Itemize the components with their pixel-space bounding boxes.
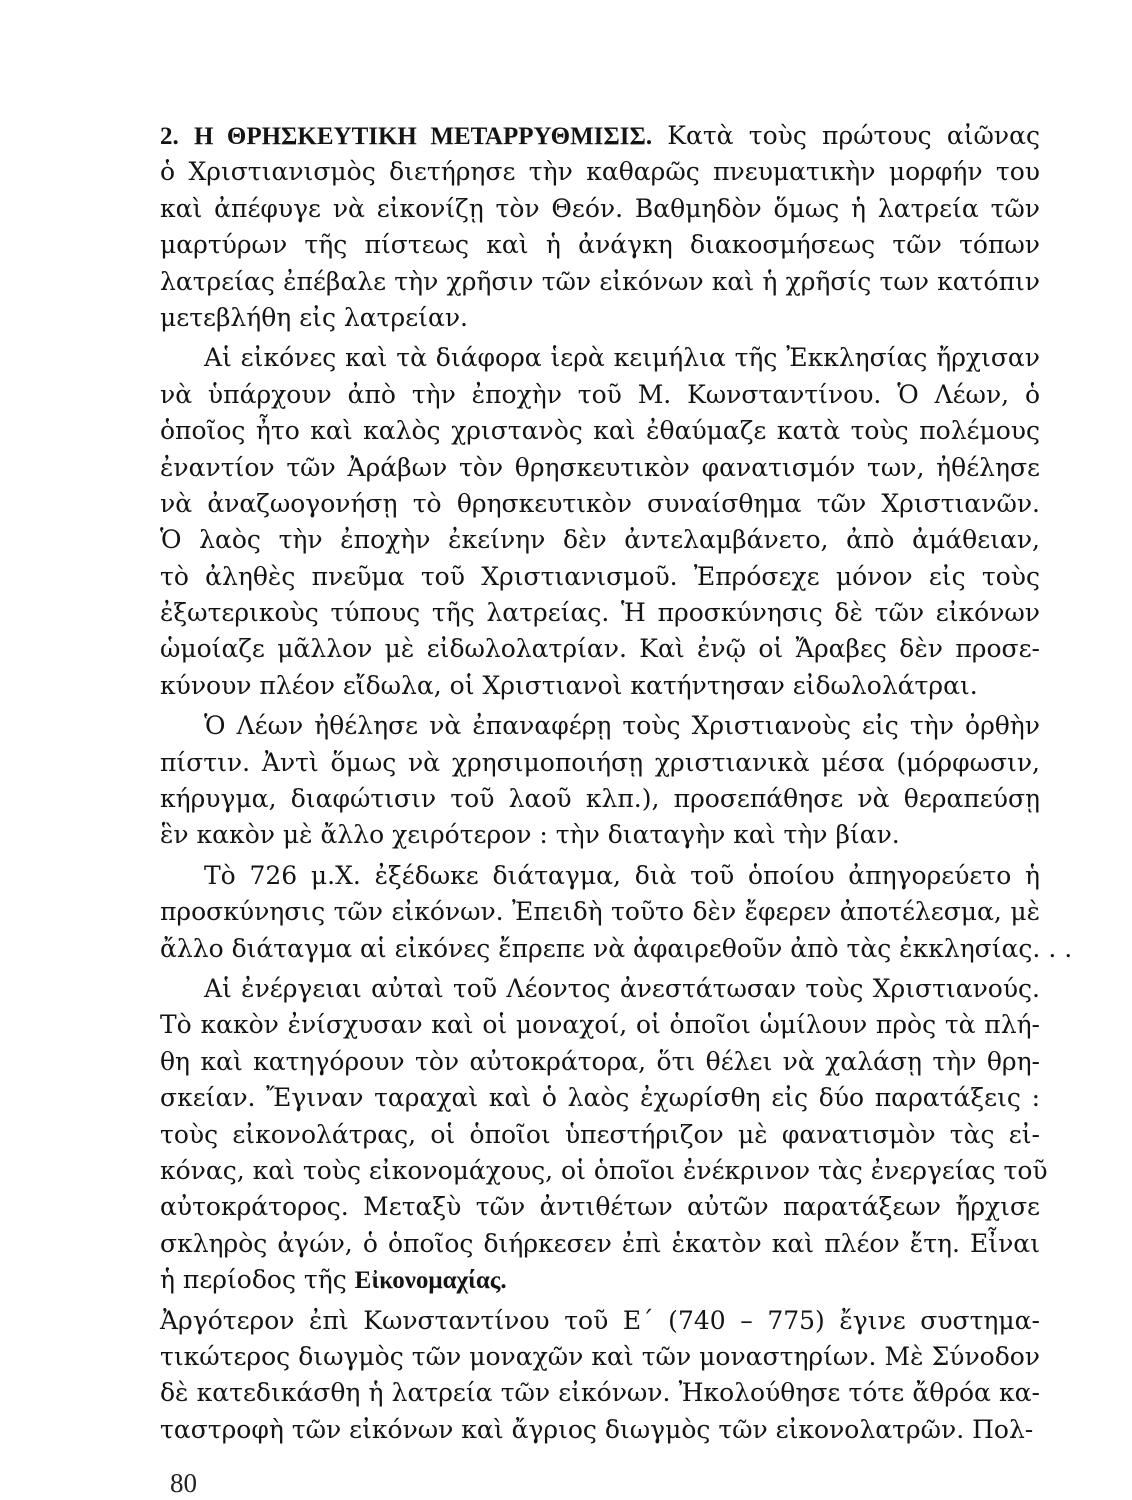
text-line: νὰ ὑπάρχουν ἀπὸ τὴν ἐποχὴν τοῦ Μ. Κωνσταντίνου. Ὁ Λέων, ὁ [160, 379, 1040, 409]
text-line: προσκύνησις τῶν εἰκόνων. Ἐπειδὴ τοῦτο δὲν ἔφερεν ἀποτέλεσμα, μὲ [160, 897, 1040, 927]
paragraph [160, 971, 1048, 1299]
bold-term-iconoclasm: Εἰκονομαχίας. [354, 1267, 507, 1295]
text-line: κύνουν πλέον εἴδωλα, οἱ Χριστιανοὶ κατήντησαν εἰδωλολάτραι. [160, 670, 978, 700]
text-line: μαρτύρων τῆς πίστεως καὶ ἡ ἀνάγκη διακοσμήσεως τῶν τόπων [160, 230, 1040, 260]
text-line: ὁ Χριστιανισμὸς διετήρησε τὴν καθαρῶς πνευματικὴν μορφήν του [160, 157, 1040, 187]
paragraph [160, 340, 1040, 704]
text-line: νὰ ἀναζωογονήσῃ τὸ θρησκευτικὸν συναίσθημα τῶν Χριστιανῶν. [160, 488, 1040, 518]
paragraph [160, 858, 1073, 967]
text-line: ἐξωτερικοὺς τύπους τῆς λατρείας. Ἡ προσκύνησις δὲ τῶν εἰκόνων [160, 598, 1040, 628]
body-text [160, 118, 1073, 1452]
text-line: Ἀργότερον ἐπὶ Κωνσταντίνου τοῦ Ε΄ (740 – 775) ἔγινε συστημα- [160, 1305, 1040, 1335]
text-line: θη καὶ κατηγόρουν τὸν αὐτοκράτορα, ὅτι θέλει νὰ χαλάσῃ τὴν θρη- [160, 1046, 1040, 1076]
text-line: ὁποῖος ἦτο καὶ καλὸς χριστανὸς καὶ ἐθαύμαζε κατὰ τοὺς πολέμους [160, 416, 1040, 446]
text-line-closing [160, 1262, 1040, 1298]
text-line: ταστροφὴ τῶν εἰκόνων καὶ ἄγριος διωγμὸς τῶν εἰκονολατρῶν. Πολ- [160, 1414, 1034, 1444]
text-line: ὡμοίαζε μᾶλλον μὲ εἰδωλολατρίαν. Καὶ ἐνῷ οἱ Ἄραβες δὲν προσε- [160, 634, 1040, 664]
text-line: λατρείας ἐπέβαλε τὴν χρῆσιν τῶν εἰκόνων καὶ ἡ χρῆσίς των κατόπιν [160, 266, 1040, 296]
text-line: ἓν κακὸν μὲ ἄλλο χειρότερον : τὴν διαταγὴν καὶ τὴν βίαν. [160, 820, 900, 850]
section-number: 2. [160, 123, 179, 150]
text-line: Τὸ κακὸν ἐνίσχυσαν καὶ οἱ μοναχοί, οἱ ὁποῖοι ὡμίλουν πρὸς τὰ πλή- [160, 1010, 1040, 1040]
text-line: καὶ ἀπέφυγε νὰ εἰκονίζῃ τὸν Θεόν. Βαθμηδὸν ὅμως ἡ λατρεία τῶν [160, 193, 1040, 223]
text-line: ἄλλο διάταγμα αἱ εἰκόνες ἔπρεπε νὰ ἀφαιρεθοῦν ἀπὸ τὰς ἐκκλησίας. . . [160, 933, 1073, 963]
text-line: κήρυγμα, διαφώτισιν τοῦ λαοῦ κλπ.), προσεπάθησε νὰ θεραπεύσῃ [160, 784, 1040, 814]
text-line: αὐτοκράτορος. Μεταξὺ τῶν ἀντιθέτων αὐτῶν παρατάξεων ἤρχισε [160, 1192, 1040, 1222]
paragraph [160, 154, 1040, 336]
text-line: δὲ κατεδικάσθη ἡ λατρεία τῶν εἰκόνων. Ἠκολούθησε τότε ἄθρόα κα- [160, 1378, 1040, 1408]
text-line: σκείαν. Ἔγιναν ταραχαὶ καὶ ὁ λαὸς ἐχωρίσθη εἰς δύο παρατάξεις : [160, 1083, 1040, 1113]
text-line: τὸ ἀληθὲς πνεῦμα τοῦ Χριστιανισμοῦ. Ἐπρόσεχε μόνον εἰς τοὺς [160, 561, 1040, 591]
text-line: Ὁ Λέων ἠθέλησε νὰ ἐπαναφέρῃ τοὺς Χριστιανοὺς εἰς τὴν ὀρθὴν [204, 711, 1040, 741]
heading-line-text: Κατὰ τοὺς πρώτους αἰῶνας [667, 121, 1040, 150]
text-line: σκληρὸς ἀγών, ὁ ὁποῖος διήρκεσεν ἐπὶ ἑκατὸν καὶ πλέον ἔτη. Εἶναι [160, 1228, 1040, 1258]
section-heading-line [160, 118, 1040, 154]
paragraphs [160, 154, 1073, 1448]
text-line: τοὺς εἰκονολάτρας, οἱ ὁποῖοι ὑπεστήριζον μὲ φανατισμὸν τὰς εἰ- [160, 1119, 1040, 1149]
page-number: 80 [170, 1468, 197, 1498]
closing-text: ἡ περίοδος τῆς [160, 1265, 355, 1295]
text-line: τικώτερος διωγμὸς τῶν μοναχῶν καὶ τῶν μοναστηρίων. Μὲ Σύνοδον [160, 1341, 1040, 1371]
text-line: Ὁ λαὸς τὴν ἐποχὴν ἐκείνην δὲν ἀντελαμβάνετο, ἀπὸ ἀμάθειαν, [160, 525, 1040, 555]
text-line: Αἱ ἐνέργειαι αὐταὶ τοῦ Λέοντος ἀνεστάτωσαν τοὺς Χριστιανούς. [204, 973, 1040, 1003]
text-line: Τὸ 726 μ.Χ. ἐξέδωκε διάταγμα, διὰ τοῦ ὁποίου ἀπηγορεύετο ἡ [204, 860, 1040, 890]
text-line: Αἱ εἰκόνες καὶ τὰ διάφορα ἱερὰ κειμήλια τῆς Ἐκκλησίας ἤρχισαν [204, 343, 1040, 373]
section-title: Η ΘΡΗΣΚΕΥΤΙΚΗ ΜΕΤΑΡΡΥΘΜΙΣΙΣ. [193, 123, 653, 150]
paragraph [160, 1303, 1040, 1449]
paragraph [160, 708, 1040, 854]
text-line: κόνας, καὶ τοὺς εἰκονομάχους, οἱ ὁποῖοι ἐνέκρινον τὰς ἐνεργείας τοῦ [160, 1155, 1048, 1185]
text-line: ἐναντίον τῶν Ἀράβων τὸν θρησκευτικὸν φανατισμόν των, ἠθέλησε [160, 452, 1040, 482]
text-line: μετεβλήθη εἰς λατρείαν. [160, 302, 468, 332]
text-line: πίστιν. Ἀντὶ ὅμως νὰ χρησιμοποιήσῃ χριστιανικὰ μέσα (μόρφωσιν, [160, 747, 1040, 777]
